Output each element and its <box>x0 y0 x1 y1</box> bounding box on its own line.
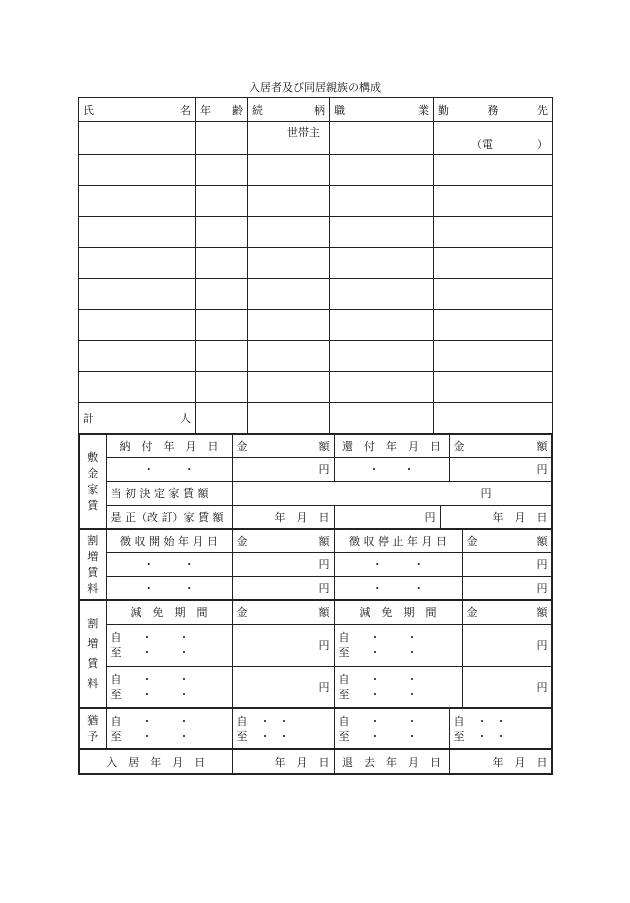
occupation-field[interactable] <box>330 122 434 155</box>
member-row <box>79 122 553 155</box>
name-header: 氏 名 <box>79 98 196 122</box>
reduction-amount-field[interactable]: 円 <box>232 624 334 666</box>
workplace-field[interactable] <box>434 186 553 217</box>
relation-field[interactable] <box>248 217 330 248</box>
reduction-amount-field-2[interactable]: 円 <box>462 666 552 708</box>
relation-field[interactable] <box>248 372 330 403</box>
deposit-value-row <box>79 457 552 481</box>
head-of-household-label: 世帯主 <box>287 126 320 139</box>
workplace-field[interactable] <box>434 248 553 279</box>
reduction-period-header-2: 減 免 期 間 <box>334 600 462 624</box>
relation-field[interactable] <box>248 279 330 310</box>
reduction-header-row <box>79 600 552 624</box>
workplace-header: 勤 務 先 <box>434 98 553 122</box>
occupation-field[interactable] <box>330 279 434 310</box>
move-out-date-field[interactable]: 年 月 日 <box>449 749 552 774</box>
reduction-period-field[interactable]: 自 ・ ・ 至 ・ ・ <box>106 666 232 708</box>
name-field[interactable] <box>79 217 196 248</box>
age-header: 年 齢 <box>196 98 248 122</box>
surcharge-label: 割 増 賃 料 <box>79 529 106 600</box>
reduction-amount-header-2: 金 額 <box>462 600 552 624</box>
occupation-header: 職 業 <box>330 98 434 122</box>
name-field[interactable] <box>79 155 196 186</box>
relation-header: 続 柄 <box>248 98 330 122</box>
move-in-label: 入 居 年 月 日 <box>79 749 232 774</box>
age-field[interactable] <box>196 279 248 310</box>
reduction-amount-header: 金 額 <box>232 600 334 624</box>
return-amount-header: 金 額 <box>449 434 552 457</box>
occupation-field[interactable] <box>330 217 434 248</box>
paid-date-header: 納 付 年 月 日 <box>106 434 232 457</box>
name-field[interactable] <box>79 310 196 341</box>
stop-date-field[interactable]: ・ ・ <box>334 552 462 576</box>
occupation-field[interactable] <box>330 341 434 372</box>
move-dates-row <box>79 749 552 774</box>
revised-amount-field[interactable]: 円 <box>334 505 440 529</box>
reduction-row <box>79 624 552 666</box>
reduction-amount-field-2[interactable]: 円 <box>462 624 552 666</box>
age-field[interactable] <box>196 122 248 155</box>
revised-rent-label: 是 正（改 訂）家 賃 額 <box>106 505 232 529</box>
age-field[interactable] <box>196 341 248 372</box>
occupation-field[interactable] <box>330 186 434 217</box>
stop-amount-field[interactable]: 円 <box>462 552 552 576</box>
member-row <box>79 279 553 310</box>
name-field[interactable] <box>79 122 196 155</box>
name-field[interactable] <box>79 341 196 372</box>
workplace-field[interactable] <box>434 310 553 341</box>
name-field[interactable] <box>79 186 196 217</box>
reduction-amount-field[interactable]: 円 <box>232 666 334 708</box>
occupation-field[interactable] <box>330 155 434 186</box>
age-field[interactable] <box>196 248 248 279</box>
reduction-row <box>79 666 552 708</box>
initial-rent-label: 当 初 決 定 家 賃 額 <box>106 481 232 505</box>
return-date-header: 還 付 年 月 日 <box>334 434 449 457</box>
paid-amount-field[interactable]: 円 <box>232 457 334 481</box>
member-row <box>79 155 553 186</box>
initial-rent-field[interactable]: 円 <box>232 481 552 505</box>
grace-period-field-4[interactable]: 自 ・ ・ 至 ・ ・ <box>449 708 552 749</box>
workplace-field[interactable] <box>434 122 553 155</box>
relation-field[interactable] <box>248 310 330 341</box>
occupation-field[interactable] <box>330 372 434 403</box>
member-row <box>79 217 553 248</box>
workplace-field[interactable] <box>434 217 553 248</box>
relation-field[interactable] <box>248 122 330 155</box>
relation-field[interactable] <box>248 155 330 186</box>
rent-table <box>78 433 553 775</box>
return-amount-field[interactable]: 円 <box>449 457 552 481</box>
paid-date-field[interactable]: ・ ・ <box>106 457 232 481</box>
age-field[interactable] <box>196 186 248 217</box>
revised-date-field[interactable]: 年 月 日 <box>232 505 334 529</box>
member-row <box>79 248 553 279</box>
occupation-field[interactable] <box>330 248 434 279</box>
start-date-field[interactable]: ・ ・ <box>106 552 232 576</box>
stop-amount-field[interactable]: 円 <box>462 576 552 600</box>
name-field[interactable] <box>79 248 196 279</box>
initial-rent-row <box>79 481 552 505</box>
workplace-field[interactable] <box>434 155 553 186</box>
occupation-field[interactable] <box>330 310 434 341</box>
revised-date-field-2[interactable]: 年 月 日 <box>440 505 552 529</box>
workplace-field[interactable] <box>434 341 553 372</box>
name-field[interactable] <box>79 372 196 403</box>
surcharge-amount-header: 金 額 <box>232 529 334 552</box>
name-field[interactable] <box>79 279 196 310</box>
page-title: 入居者及び同居親族の構成 <box>249 81 381 94</box>
total-label: 計 人 <box>79 403 196 434</box>
grace-period-field[interactable]: 自 ・ ・ 至 ・ ・ <box>106 708 232 749</box>
age-field[interactable] <box>196 372 248 403</box>
member-row <box>79 310 553 341</box>
collection-stop-header: 徴 収 停 止 年 月 日 <box>334 529 462 552</box>
revised-rent-row <box>79 505 552 529</box>
relation-field[interactable] <box>248 341 330 372</box>
surcharge-row <box>79 552 552 576</box>
phone-label: （電 ） <box>471 138 548 151</box>
surcharge-row <box>79 576 552 600</box>
surcharge-amount-header-2: 金 額 <box>462 529 552 552</box>
start-date-field[interactable]: ・ ・ <box>106 576 232 600</box>
member-row <box>79 186 553 217</box>
reduction-period-field-2[interactable]: 自 ・ ・ 至 ・ ・ <box>334 624 462 666</box>
workplace-field[interactable] <box>434 372 553 403</box>
grace-period-field-3[interactable]: 自 ・ ・ 至 ・ ・ <box>334 708 449 749</box>
deposit-label: 敷 金 家 賃 <box>79 434 106 529</box>
grace-period-field-2[interactable]: 自 ・ ・ 至 ・ ・ <box>232 708 334 749</box>
member-row <box>79 372 553 403</box>
workplace-field[interactable] <box>434 279 553 310</box>
total-field[interactable] <box>196 403 248 434</box>
start-amount-field[interactable]: 円 <box>232 552 334 576</box>
move-out-label: 退 去 年 月 日 <box>334 749 449 774</box>
start-amount-field[interactable]: 円 <box>232 576 334 600</box>
surcharge-header-row <box>79 529 552 552</box>
members-header-row <box>79 98 553 122</box>
deposit-header-row <box>79 434 552 457</box>
age-field[interactable] <box>196 310 248 341</box>
move-in-date-field[interactable]: 年 月 日 <box>232 749 334 774</box>
stop-date-field[interactable]: ・ ・ <box>334 576 462 600</box>
age-field[interactable] <box>196 155 248 186</box>
reduction-period-field[interactable]: 自 ・ ・ 至 ・ ・ <box>106 624 232 666</box>
members-table <box>78 97 553 434</box>
relation-field[interactable] <box>248 248 330 279</box>
collection-start-header: 徴 収 開 始 年 月 日 <box>106 529 232 552</box>
reduction-period-header: 減 免 期 間 <box>106 600 232 624</box>
grace-row <box>79 708 552 749</box>
return-date-field[interactable]: ・ ・ <box>334 457 449 481</box>
grace-label: 猶 予 <box>79 708 106 749</box>
reduction-surcharge-label: 割 増 賃 料 <box>79 600 106 708</box>
amount-header: 金 額 <box>232 434 334 457</box>
reduction-period-field-2[interactable]: 自 ・ ・ 至 ・ ・ <box>334 666 462 708</box>
member-row <box>79 341 553 372</box>
age-field[interactable] <box>196 217 248 248</box>
relation-field[interactable] <box>248 186 330 217</box>
total-row <box>79 403 553 434</box>
